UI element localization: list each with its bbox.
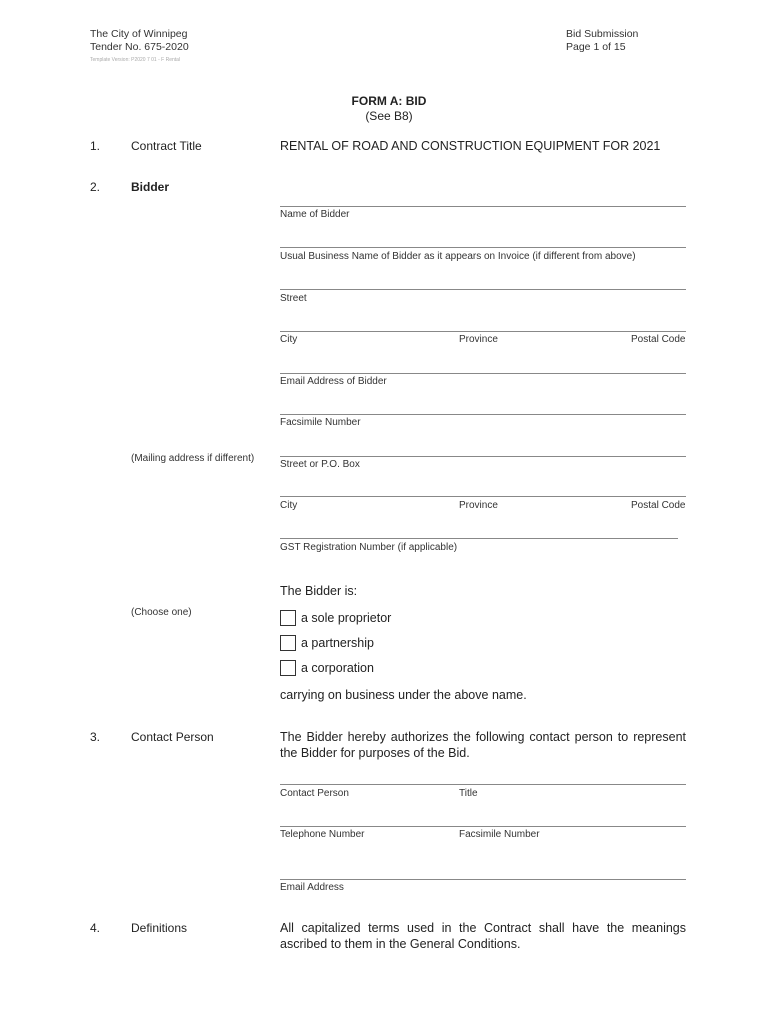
sole-proprietor-checkbox[interactable]: [280, 610, 296, 626]
city-label: City: [280, 334, 298, 345]
name-of-bidder-line[interactable]: [280, 206, 686, 207]
gst-line[interactable]: [280, 538, 678, 539]
section-4-number: 4.: [90, 921, 101, 935]
contact-person-paragraph: The Bidder hereby authorizes the following contact person to represent the Bidder for purposes of the Bid.: [280, 730, 686, 760]
street-po-label: Street or P.O. Box: [280, 459, 360, 470]
telephone-label: Telephone Number: [280, 829, 365, 840]
org-name: The City of Winnipeg: [90, 28, 188, 40]
province-label-2: Province: [459, 500, 498, 511]
section-3-number: 3.: [90, 730, 101, 744]
partnership-checkbox[interactable]: [280, 635, 296, 651]
section-2-number: 2.: [90, 180, 101, 194]
contact-person-label: Contact Person: [280, 788, 349, 799]
form-title: FORM A: BID: [351, 94, 427, 108]
section-3-label: Contact Person: [131, 730, 214, 744]
partnership-label: a partnership: [301, 636, 374, 650]
choose-one-note: (Choose one): [131, 607, 192, 618]
page-number: Page 1 of 15: [566, 41, 626, 53]
fax-label: Facsimile Number: [280, 417, 361, 428]
carrying-on-business-text: carrying on business under the above name.: [280, 688, 527, 702]
section-1-label: Contract Title: [131, 139, 202, 153]
corporation-checkbox[interactable]: [280, 660, 296, 676]
section-1-number: 1.: [90, 139, 101, 153]
contact-fax-label: Facsimile Number: [459, 829, 540, 840]
mailing-city-line[interactable]: [280, 496, 686, 497]
street-line[interactable]: [280, 289, 686, 290]
fax-line[interactable]: [280, 414, 686, 415]
name-of-bidder-label: Name of Bidder: [280, 209, 350, 220]
section-2-label: Bidder: [131, 180, 170, 194]
postal-code-label: Postal Code: [631, 334, 686, 345]
email-line[interactable]: [280, 373, 686, 374]
section-4-label: Definitions: [131, 921, 188, 935]
street-po-line[interactable]: [280, 456, 686, 457]
telephone-line[interactable]: [280, 826, 686, 827]
contact-email-label: Email Address: [280, 882, 344, 893]
city-label-2: City: [280, 500, 298, 511]
bidder-is-label: The Bidder is:: [280, 584, 358, 598]
form-subtitle: (See B8): [365, 109, 413, 123]
email-label: Email Address of Bidder: [280, 376, 387, 387]
definitions-paragraph: All capitalized terms used in the Contract shall have the meanings ascribed to them in the General Conditions.: [280, 921, 686, 951]
contract-title-value: RENTAL OF ROAD AND CONSTRUCTION EQUIPMENT FOR 2021: [280, 139, 661, 153]
province-label: Province: [459, 334, 498, 345]
contact-title-label: Title: [459, 788, 478, 799]
doc-type: Bid Submission: [566, 28, 639, 40]
tender-number: Tender No. 675-2020: [90, 41, 189, 53]
contact-email-line[interactable]: [280, 879, 686, 880]
gst-label: GST Registration Number (if applicable): [280, 542, 458, 553]
template-version: Template Version: P2020 7 01 - F Rental: [90, 57, 181, 63]
usual-business-name-line[interactable]: [280, 247, 686, 248]
contact-person-line[interactable]: [280, 784, 686, 785]
mailing-address-note: (Mailing address if different): [131, 453, 255, 464]
postal-code-label-2: Postal Code: [631, 500, 686, 511]
corporation-label: a corporation: [301, 661, 374, 675]
sole-proprietor-label: a sole proprietor: [301, 611, 392, 625]
street-label: Street: [280, 293, 307, 304]
usual-business-name-label: Usual Business Name of Bidder as it appears on Invoice (if different from above): [280, 251, 636, 262]
city-province-postal-line[interactable]: [280, 331, 686, 332]
